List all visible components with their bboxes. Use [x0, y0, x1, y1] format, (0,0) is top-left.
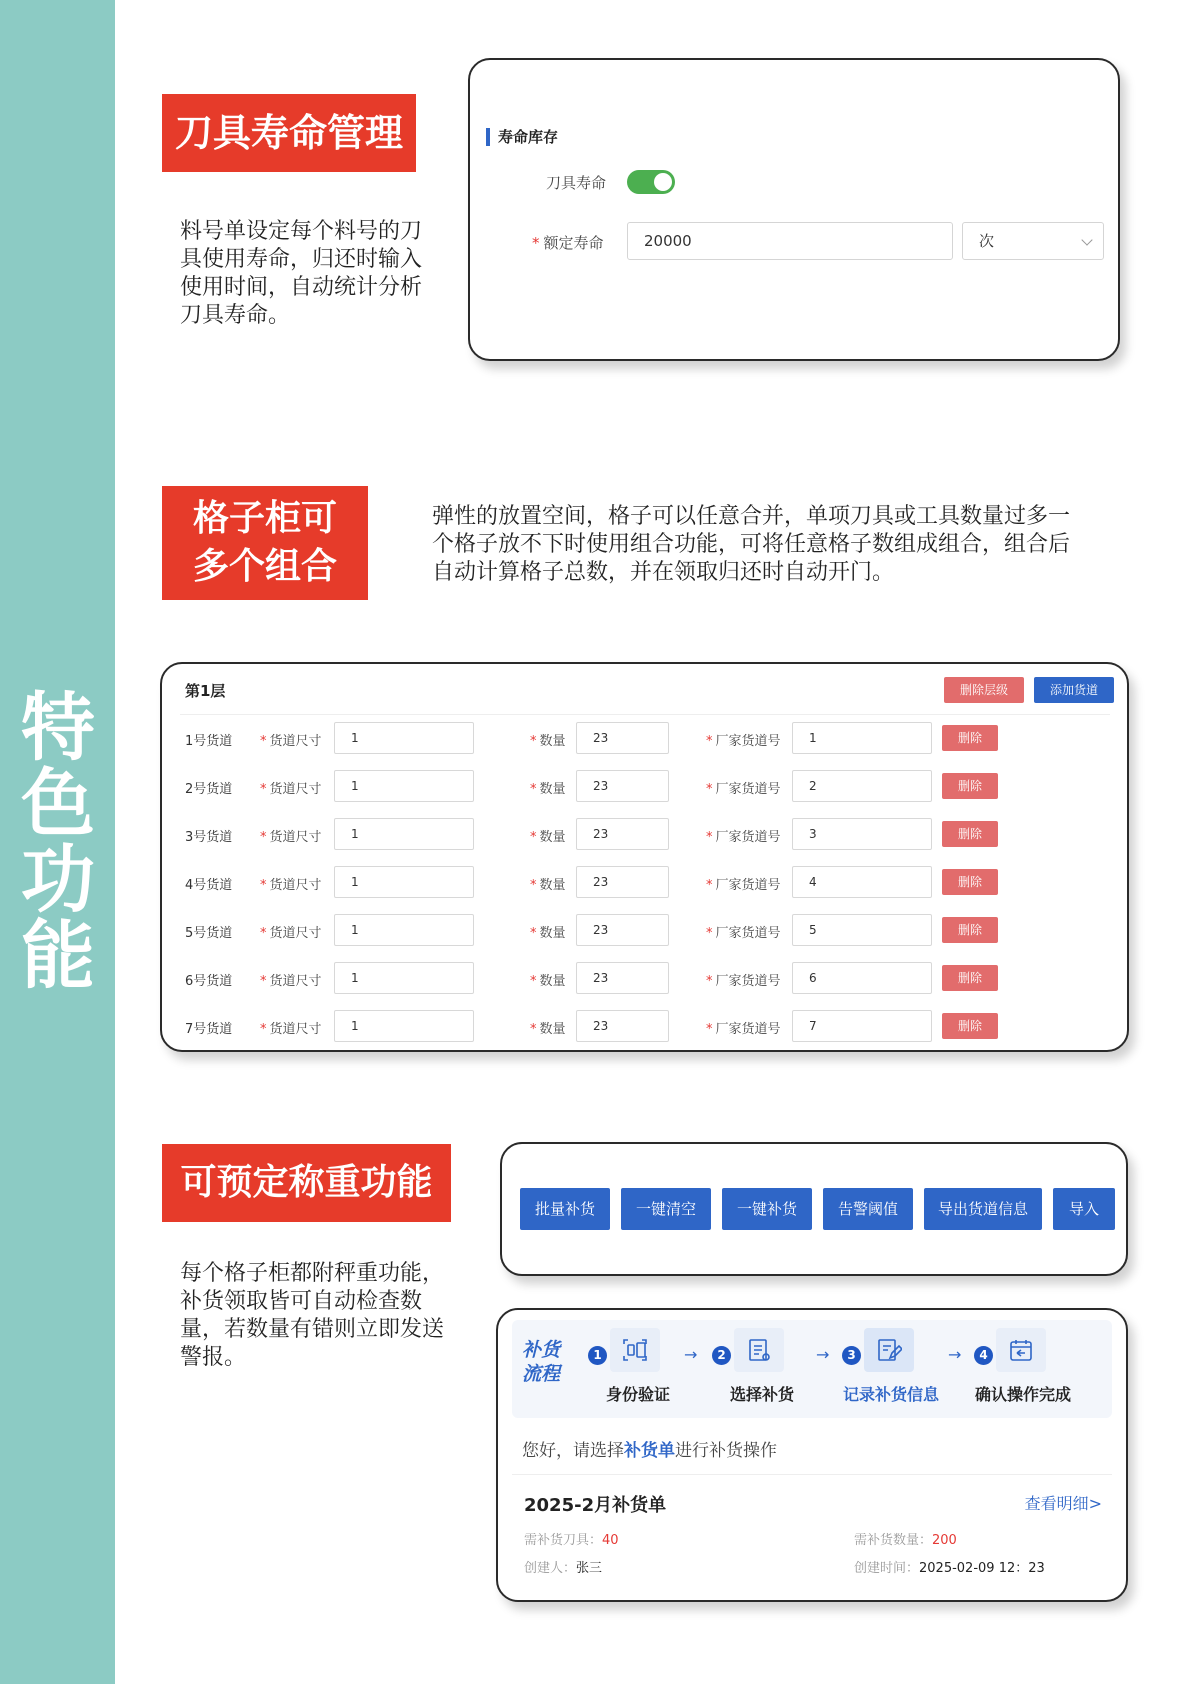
- lane-size-label: * 货道尺寸: [260, 782, 322, 797]
- lane-qty-input[interactable]: 23: [576, 1010, 669, 1042]
- lane-vendor-input[interactable]: 2: [792, 770, 932, 802]
- lane-size-label: * 货道尺寸: [260, 1022, 322, 1037]
- lane-row: [162, 866, 1122, 900]
- step-arrow: →: [684, 1345, 698, 1364]
- unit-select[interactable]: [962, 222, 1104, 260]
- lane-row: [162, 770, 1122, 804]
- view-details-link[interactable]: 查看明细>: [1024, 1494, 1102, 1513]
- lane-config-panel: [160, 662, 1129, 1052]
- list-select-icon: [734, 1328, 784, 1372]
- section-label-weighing: 可预定称重功能: [162, 1144, 451, 1222]
- lane-vendor-label: * 厂家货道号: [706, 734, 781, 749]
- lane-size-input[interactable]: 1: [334, 914, 474, 946]
- need-tools: 需补货刀具：40: [524, 1533, 619, 1548]
- lane-qty-input[interactable]: 23: [576, 818, 669, 850]
- lane-vendor-label: * 厂家货道号: [706, 974, 781, 989]
- one-click-restock-button[interactable]: 一键补货: [722, 1188, 812, 1230]
- lane-name: 2号货道: [185, 782, 233, 797]
- section-label-grid-combine: [162, 486, 368, 600]
- edit-record-icon: [864, 1328, 914, 1372]
- lane-vendor-label: * 厂家货道号: [706, 1022, 781, 1037]
- delete-level-button[interactable]: 删除层级: [944, 677, 1024, 703]
- lane-qty-label: * 数量: [530, 830, 566, 845]
- section-desc-weighing: 每个格子柜都附秤重功能，补货领取皆可自动检查数量，若数量有错则立即发送警报。: [180, 1261, 445, 1370]
- step-number: 3: [842, 1346, 861, 1365]
- lane-qty-label: * 数量: [530, 878, 566, 893]
- rated-life-label: * 额定寿命: [532, 234, 604, 252]
- chevron-down-icon: [1081, 234, 1092, 245]
- step-number: 1: [588, 1346, 607, 1365]
- lane-size-input[interactable]: 1: [334, 770, 474, 802]
- lane-qty-label: * 数量: [530, 974, 566, 989]
- lane-size-input[interactable]: 1: [334, 1010, 474, 1042]
- lane-vendor-input[interactable]: 6: [792, 962, 932, 994]
- lane-vendor-label: * 厂家货道号: [706, 926, 781, 941]
- delete-lane-button[interactable]: 删除: [942, 869, 998, 895]
- need-qty: 需补货数量：200: [854, 1533, 957, 1548]
- lane-row: [162, 962, 1122, 996]
- side-title: [18, 685, 98, 999]
- lane-row: [162, 1010, 1122, 1044]
- panel-heading: 寿命库存: [486, 128, 558, 146]
- lane-name: 4号货道: [185, 878, 233, 893]
- delete-lane-button[interactable]: 删除: [942, 1013, 998, 1039]
- delete-lane-button[interactable]: 删除: [942, 773, 998, 799]
- lane-name: 1号货道: [185, 734, 233, 749]
- lane-name: 5号货道: [185, 926, 233, 941]
- lane-vendor-input[interactable]: 7: [792, 1010, 932, 1042]
- lane-qty-input[interactable]: 23: [576, 962, 669, 994]
- flow-title: 补货流程: [522, 1339, 561, 1385]
- side-title-char: 能: [21, 913, 95, 999]
- lane-size-label: * 货道尺寸: [260, 974, 322, 989]
- rated-life-input[interactable]: 20000: [627, 222, 953, 260]
- section-label-tool-life: 刀具寿命管理: [162, 94, 416, 172]
- action-buttons-panel: [500, 1142, 1128, 1276]
- lane-size-label: * 货道尺寸: [260, 734, 322, 749]
- toggle-label: 刀具寿命: [546, 174, 607, 192]
- label-line: 格子柜可: [192, 498, 337, 539]
- created-time: 创建时间：2025-02-09 12：23: [854, 1561, 1045, 1576]
- section-desc-grid-combine: 弹性的放置空间，格子可以任意合并，单项刀具或工具数量过多一个格子放不下时使用组合功能，可将任意格子数组成组合，组合后自动计算格子总数，并在领取归还时自动开门。: [432, 504, 1071, 585]
- delete-lane-button[interactable]: 删除: [942, 965, 998, 991]
- lane-vendor-label: * 厂家货道号: [706, 830, 781, 845]
- lane-vendor-input[interactable]: 1: [792, 722, 932, 754]
- lane-name: 3号货道: [185, 830, 233, 845]
- delete-lane-button[interactable]: 删除: [942, 725, 998, 751]
- lane-qty-input[interactable]: 23: [576, 866, 669, 898]
- lane-qty-input[interactable]: 23: [576, 770, 669, 802]
- lane-qty-input[interactable]: 23: [576, 914, 669, 946]
- lane-size-input[interactable]: 1: [334, 722, 474, 754]
- divider: [180, 714, 1110, 715]
- step-label-1: 身份验证: [605, 1385, 670, 1404]
- lane-vendor-input[interactable]: 4: [792, 866, 932, 898]
- restock-order-card[interactable]: [512, 1474, 1112, 1590]
- label-line: 多个组合: [192, 546, 337, 587]
- clear-all-button[interactable]: 一键清空: [621, 1188, 711, 1230]
- step-label-3: 记录补货信息: [842, 1385, 939, 1404]
- side-title-char: 色: [21, 761, 95, 847]
- lane-size-label: * 货道尺寸: [260, 830, 322, 845]
- lane-qty-input[interactable]: 23: [576, 722, 669, 754]
- lane-row: [162, 914, 1122, 948]
- step-number: 4: [974, 1346, 993, 1365]
- lane-vendor-label: * 厂家货道号: [706, 782, 781, 797]
- step-arrow: →: [816, 1345, 830, 1364]
- step-number: 2: [712, 1346, 731, 1365]
- order-title: 2025-2月补货单: [524, 1495, 667, 1516]
- creator: 创建人：张三: [524, 1561, 603, 1576]
- delete-lane-button[interactable]: 删除: [942, 821, 998, 847]
- side-title-char: 特: [21, 685, 95, 771]
- lane-qty-label: * 数量: [530, 1022, 566, 1037]
- lane-vendor-label: * 厂家货道号: [706, 878, 781, 893]
- import-button[interactable]: 导入: [1053, 1188, 1115, 1230]
- lane-name: 7号货道: [185, 1022, 233, 1037]
- id-scan-icon: [610, 1328, 660, 1372]
- lane-qty-label: * 数量: [530, 734, 566, 749]
- lane-vendor-input[interactable]: 5: [792, 914, 932, 946]
- unit-select-value: 次: [979, 232, 995, 250]
- lane-size-input[interactable]: 1: [334, 866, 474, 898]
- restock-order-link[interactable]: 补货单: [624, 1441, 675, 1461]
- restock-hint: 您好，请选择补货单进行补货操作: [522, 1441, 777, 1461]
- add-lane-button[interactable]: 添加货道: [1034, 677, 1114, 703]
- restock-flow-panel: [496, 1308, 1128, 1602]
- lane-size-label: * 货道尺寸: [260, 926, 322, 941]
- lane-vendor-input[interactable]: 3: [792, 818, 932, 850]
- side-title-char: 功: [21, 837, 95, 923]
- alarm-threshold-button[interactable]: 告警阈值: [823, 1188, 913, 1230]
- tool-life-toggle[interactable]: [627, 170, 675, 194]
- batch-restock-button[interactable]: 批量补货: [520, 1188, 610, 1230]
- lane-size-input[interactable]: 1: [334, 818, 474, 850]
- lane-qty-label: * 数量: [530, 926, 566, 941]
- tool-life-panel: [468, 58, 1120, 361]
- level-title: 第1层: [185, 682, 226, 700]
- step-label-2: 选择补货: [729, 1385, 794, 1404]
- step-arrow: →: [948, 1345, 962, 1364]
- lane-size-input[interactable]: 1: [334, 962, 474, 994]
- lane-size-label: * 货道尺寸: [260, 878, 322, 893]
- lane-row: [162, 722, 1122, 756]
- export-lane-info-button[interactable]: 导出货道信息: [924, 1188, 1042, 1230]
- lane-row: [162, 818, 1122, 852]
- calendar-confirm-icon: [996, 1328, 1046, 1372]
- lane-qty-label: * 数量: [530, 782, 566, 797]
- lane-name: 6号货道: [185, 974, 233, 989]
- delete-lane-button[interactable]: 删除: [942, 917, 998, 943]
- section-desc-tool-life: 料号单设定每个料号的刀具使用寿命，归还时输入使用时间，自动统计分析刀具寿命。: [180, 219, 423, 328]
- side-banner: [0, 0, 115, 1684]
- step-label-4: 确认操作完成: [974, 1385, 1071, 1404]
